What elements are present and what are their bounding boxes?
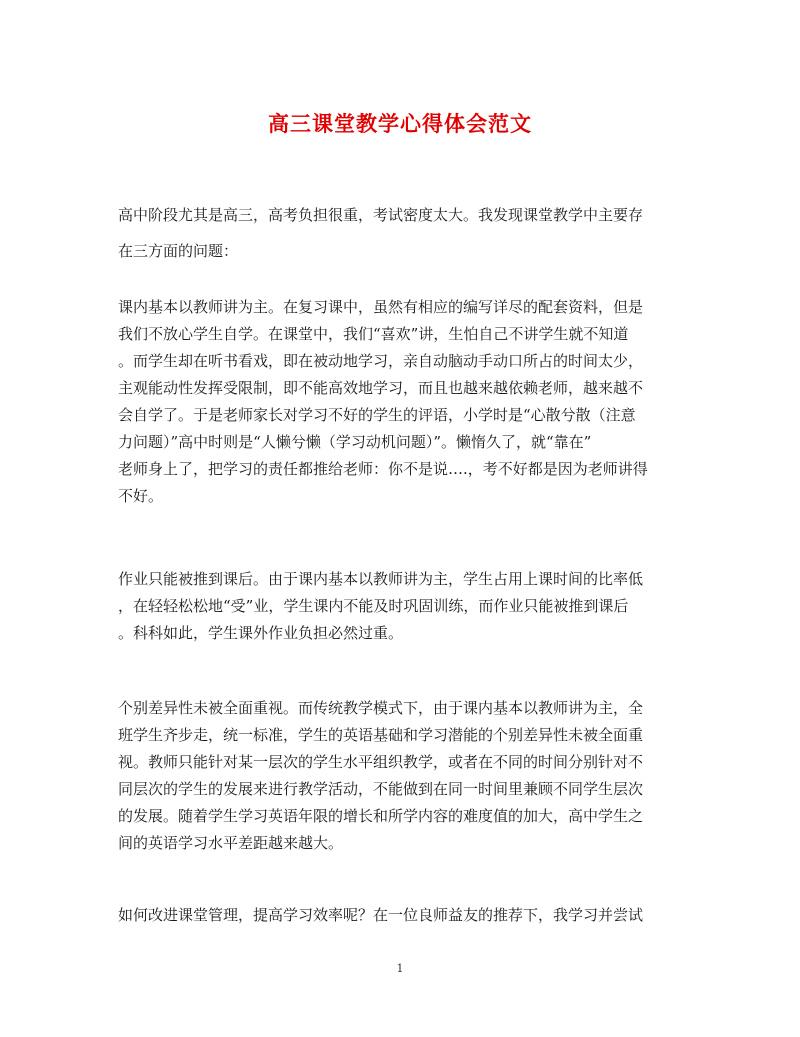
body-line-1: 高中阶段尤其是高三，高考负担很重，考试密度太大。我发现课堂教学中主要存 <box>118 206 644 224</box>
body-line-11: 作业只能被推到课后。由于课内基本以教师讲为主，学生占用上课时间的比率低 <box>118 570 644 588</box>
body-line-16: 视。教师只能针对某一层次的学生水平组织教学，或者在不同的时间分别针对不 <box>118 753 644 771</box>
body-line-2: 在三方面的问题： <box>118 242 239 260</box>
body-line-7: 会自学了。于是老师家长对学习不好的学生的评语，小学时是“心散兮散（注意 <box>118 406 636 424</box>
body-line-10: 不好。 <box>118 487 164 505</box>
body-line-5: 。而学生却在听书看戏，即在被动地学习，亲自动脑动手动口所占的时间太少， <box>118 352 644 370</box>
body-line-14: 个别差异性未被全面重视。而传统教学模式下，由于课内基本以教师讲为主，全 <box>118 699 644 717</box>
document-title: 高三课堂教学心得体会范文 <box>268 111 532 136</box>
body-line-13: 。科科如此，学生课外作业负担必然过重。 <box>118 624 404 642</box>
body-line-19: 间的英语学习水平差距越来越大。 <box>118 834 344 852</box>
body-line-9: 老师身上了，把学习的责任都推给老师：你不是说….，考不好都是因为老师讲得 <box>118 460 648 478</box>
body-line-4: 我们不放心学生自学。在课堂中，我们“喜欢”讲，生怕自己不讲学生就不知道 <box>118 325 629 343</box>
body-line-17: 同层次的学生的发展来进行教学活动，不能做到在同一时间里兼顾不同学生层次 <box>118 780 644 798</box>
page-number: 1 <box>396 962 404 975</box>
body-line-3: 课内基本以教师讲为主。在复习课中，虽然有相应的编写详尽的配套资料，但是 <box>118 298 644 316</box>
body-line-18: 的发展。随着学生学习英语年限的增长和所学内容的难度值的加大，高中学生之 <box>118 807 644 825</box>
body-line-6: 主观能动性发挥受限制，即不能高效地学习，而且也越来越依赖老师，越来越不 <box>118 379 644 397</box>
body-line-12: ，在轻轻松松地“受”业，学生课内不能及时巩固训练，而作业只能被推到课后 <box>118 597 629 615</box>
body-line-8: 力问题）”高中时则是“人懒兮懒（学习动机问题）”。懒惰久了，就“靠在” <box>118 433 592 451</box>
body-line-15: 班学生齐步走，统一标准，学生的英语基础和学习潜能的个别差异性未被全面重 <box>118 726 644 744</box>
body-line-20: 如何改进课堂管理，提高学习效率呢？在一位良师益友的推荐下，我学习并尝试 <box>118 906 644 924</box>
